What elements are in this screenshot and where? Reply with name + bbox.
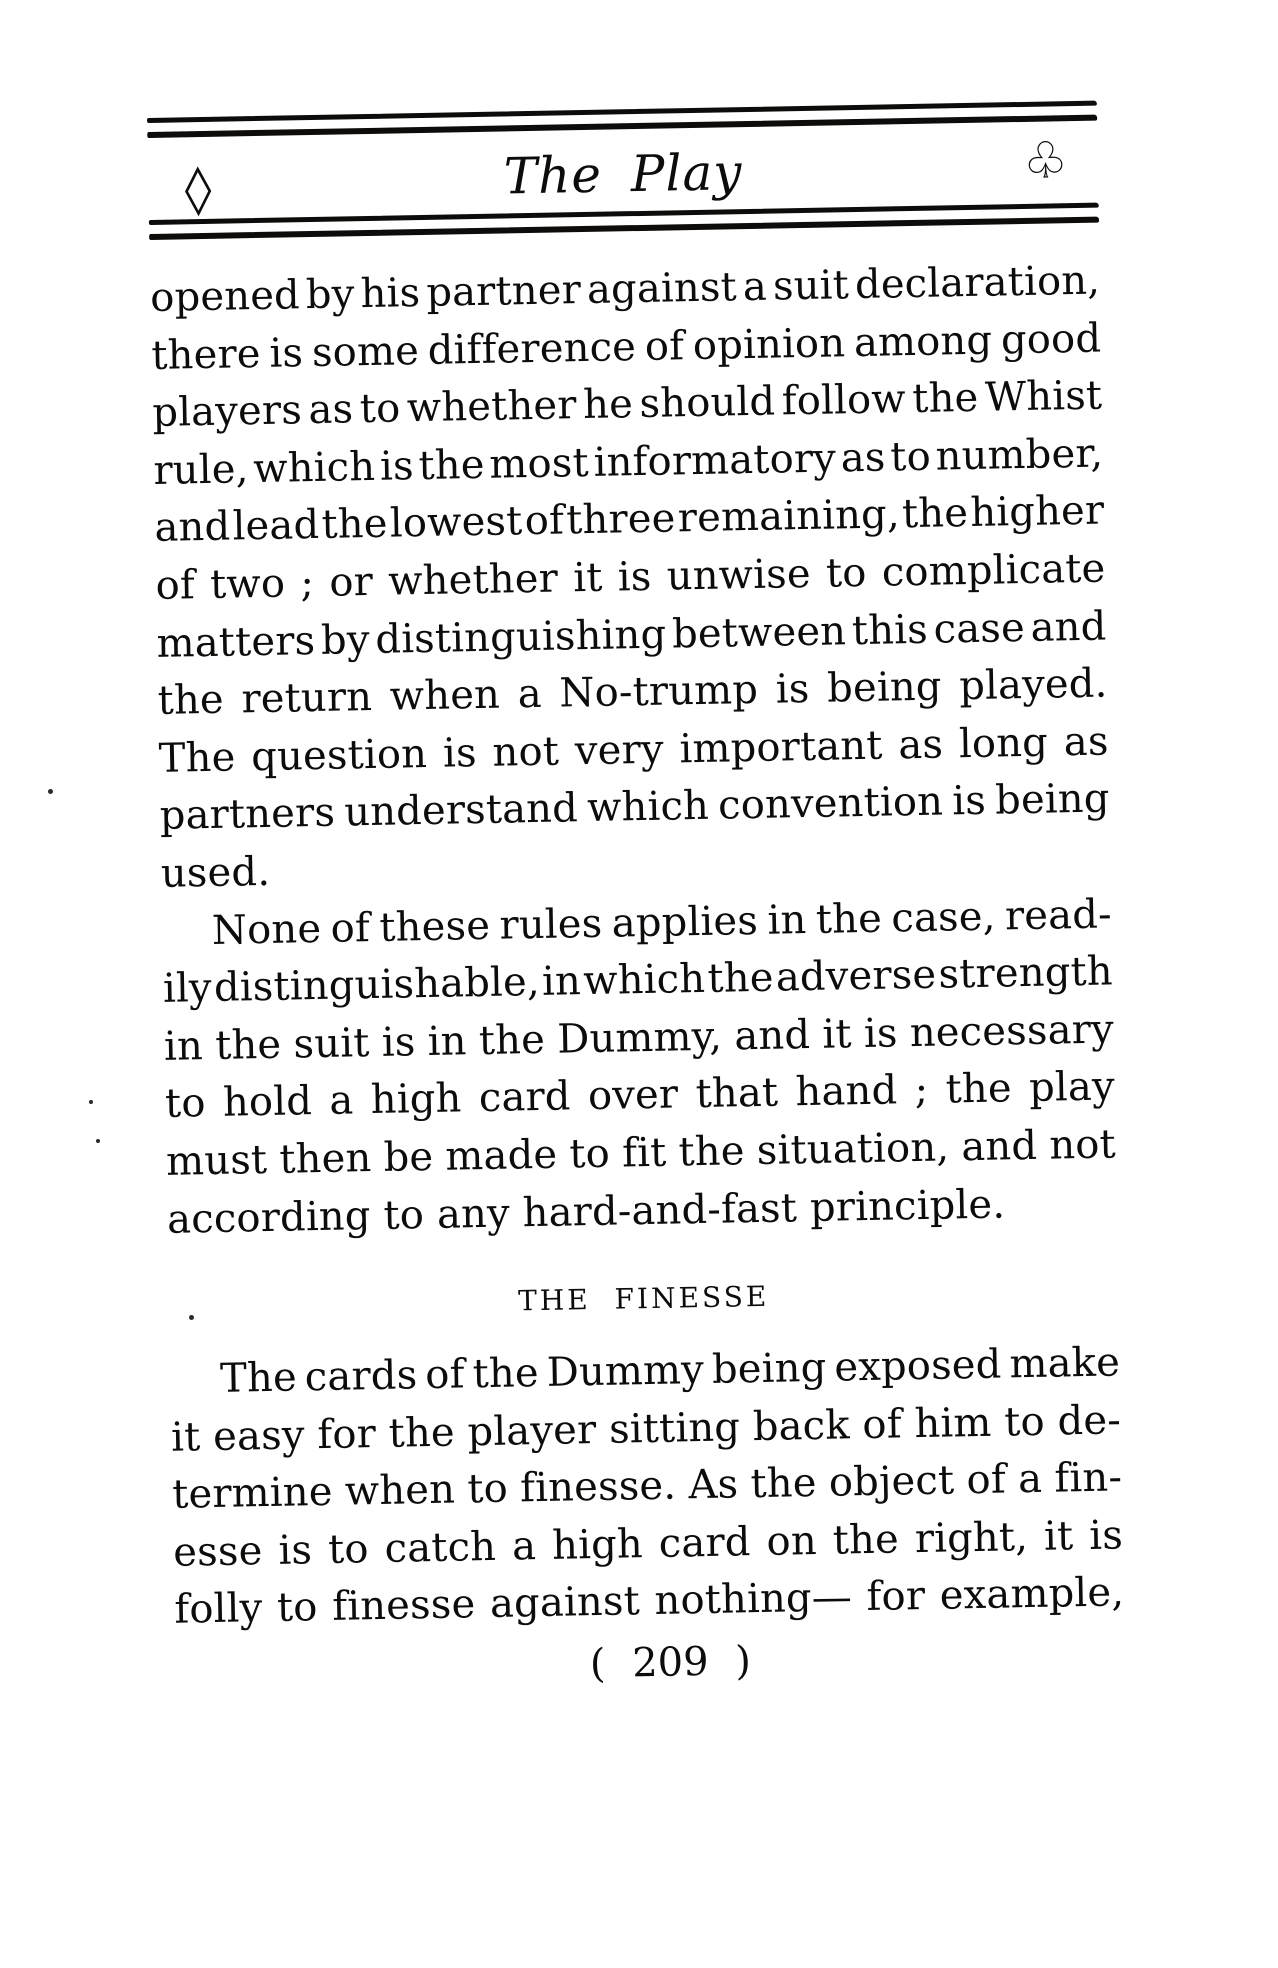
- word: most: [488, 439, 590, 488]
- word: strength: [938, 948, 1114, 998]
- word: long: [958, 719, 1049, 767]
- word: his: [360, 270, 421, 318]
- page-number: ( 209 ): [589, 1638, 752, 1688]
- word: the: [418, 441, 486, 489]
- word: of: [424, 1351, 466, 1399]
- word: partner: [425, 267, 582, 316]
- word: to: [359, 385, 401, 433]
- word: example,: [939, 1569, 1125, 1620]
- word: very: [574, 726, 665, 775]
- word: object: [828, 1457, 955, 1507]
- word: which: [252, 443, 376, 492]
- word: is: [379, 442, 415, 490]
- diamond-suit-icon: ◊: [184, 160, 212, 218]
- text-line: used.: [160, 848, 271, 897]
- word: lowest: [389, 498, 523, 547]
- word: of: [524, 497, 565, 545]
- word: in: [767, 896, 807, 944]
- word: sitting: [608, 1404, 741, 1453]
- word: be: [383, 1133, 434, 1181]
- scan-speck: [48, 789, 53, 794]
- word: of: [155, 562, 196, 609]
- word: by: [305, 271, 355, 319]
- scan-speck: [89, 1100, 93, 1104]
- word: the: [832, 1516, 900, 1564]
- page-content: [147, 101, 1126, 1697]
- word: to: [568, 1130, 611, 1178]
- word: convention: [717, 778, 944, 829]
- word: nothing—: [654, 1574, 853, 1625]
- word: some: [311, 327, 420, 376]
- word: it: [572, 554, 603, 602]
- section-heading: THE FINESSE: [517, 1279, 770, 1318]
- word: in: [541, 958, 582, 1006]
- word: applies: [611, 897, 759, 947]
- word: for: [866, 1573, 926, 1621]
- word: right,: [914, 1513, 1029, 1563]
- word: then: [278, 1134, 372, 1183]
- word: it: [170, 1413, 201, 1461]
- word: ily: [162, 965, 213, 1012]
- word: and: [1030, 603, 1107, 651]
- word: whether: [406, 382, 578, 432]
- word: when: [344, 1466, 456, 1515]
- word: two: [209, 560, 286, 608]
- word: made: [444, 1131, 558, 1180]
- word: fit: [621, 1129, 667, 1177]
- word: not: [492, 728, 560, 776]
- word: by: [320, 616, 371, 664]
- word: and: [733, 1011, 811, 1060]
- word: informatory: [593, 435, 837, 486]
- word: in: [427, 1018, 468, 1065]
- word: as: [897, 721, 944, 769]
- word: Dummy: [546, 1347, 705, 1396]
- word: must: [165, 1136, 268, 1185]
- word: and: [154, 503, 231, 552]
- word: the: [945, 1065, 1013, 1113]
- word: high: [551, 1521, 644, 1569]
- word: played.: [958, 660, 1108, 710]
- word: the: [157, 676, 225, 725]
- word: being: [711, 1344, 827, 1393]
- word: player: [467, 1406, 597, 1456]
- word: number,: [935, 430, 1104, 480]
- word: esse: [172, 1528, 263, 1576]
- word: partners: [159, 790, 336, 840]
- word: being: [826, 663, 943, 712]
- word: the: [478, 1016, 546, 1064]
- word: to: [466, 1465, 509, 1513]
- word: over: [587, 1071, 679, 1120]
- word: None: [211, 905, 322, 954]
- word: declaration,: [854, 257, 1101, 309]
- word: opinion: [692, 319, 846, 369]
- word: is: [1088, 1512, 1124, 1559]
- word: as: [1063, 718, 1110, 766]
- word: there: [150, 330, 262, 379]
- word: rules: [499, 900, 603, 949]
- word: suit: [293, 1019, 370, 1068]
- page-title: The Play: [503, 143, 743, 206]
- running-header: [148, 131, 1099, 218]
- word: understand: [343, 785, 579, 836]
- word: it: [821, 1010, 853, 1058]
- word: lead: [232, 502, 320, 550]
- club-suit-icon: ♧: [1022, 131, 1069, 190]
- word: The: [219, 1354, 298, 1402]
- word: against: [586, 264, 738, 313]
- word: not: [1048, 1121, 1117, 1169]
- word: on: [766, 1517, 818, 1565]
- word: to: [1003, 1398, 1046, 1446]
- word: opened: [149, 272, 301, 321]
- word: to: [327, 1526, 370, 1573]
- word: is: [442, 729, 478, 777]
- word: necessary: [909, 1006, 1115, 1056]
- word: it: [1043, 1513, 1074, 1560]
- word: among: [853, 317, 993, 366]
- word: No-trump: [559, 667, 759, 717]
- body-text: [150, 253, 1125, 1640]
- word: card: [658, 1519, 752, 1567]
- word: him: [914, 1399, 992, 1447]
- word: which: [582, 956, 706, 1005]
- word: complicate: [881, 545, 1106, 596]
- word: the: [707, 954, 775, 1002]
- word: is: [381, 1018, 416, 1066]
- word: a: [511, 1522, 537, 1570]
- word: this: [851, 606, 929, 654]
- word: three: [565, 495, 676, 544]
- scan-speck: [96, 1139, 100, 1143]
- word: is: [269, 329, 304, 377]
- word: a: [742, 263, 768, 311]
- word: remaining,: [677, 491, 901, 542]
- word: suit: [772, 262, 850, 310]
- word: hold: [222, 1078, 313, 1127]
- word: of: [862, 1401, 903, 1448]
- word: card: [478, 1073, 572, 1122]
- word: play: [1028, 1063, 1116, 1112]
- word: a: [1017, 1456, 1043, 1503]
- word: good: [1000, 315, 1102, 363]
- word: which: [586, 783, 710, 832]
- word: case: [933, 604, 1026, 653]
- word: fin-: [1053, 1454, 1123, 1502]
- word: a: [517, 671, 543, 718]
- word: the: [901, 490, 969, 538]
- word: a: [328, 1077, 354, 1125]
- word: As: [688, 1461, 739, 1509]
- word: difference: [427, 323, 637, 374]
- word: is: [863, 1010, 899, 1057]
- word: or: [328, 558, 374, 606]
- word: rule,: [153, 445, 249, 494]
- word: question: [250, 730, 428, 780]
- word: players: [151, 387, 303, 437]
- word: case,: [890, 893, 996, 942]
- header-double-rule-top: [147, 101, 1097, 138]
- word: to: [825, 549, 867, 597]
- word: and: [960, 1122, 1038, 1171]
- word: follow: [781, 376, 907, 425]
- word: for: [316, 1410, 377, 1458]
- word: should: [639, 378, 776, 428]
- word: the: [750, 1460, 818, 1508]
- word: to: [889, 433, 932, 481]
- word: whether: [387, 555, 559, 605]
- word: is: [775, 666, 810, 713]
- word: the: [472, 1350, 540, 1398]
- word: ;: [299, 559, 315, 607]
- word: distinguishing: [374, 611, 667, 663]
- word: The: [158, 734, 236, 782]
- scan-speck: [189, 1315, 194, 1320]
- word: distinguishable,: [213, 959, 541, 1012]
- word: return: [241, 674, 373, 723]
- word: of: [644, 322, 685, 370]
- word: of: [330, 904, 371, 952]
- word: is: [278, 1527, 313, 1574]
- word: Dummy,: [556, 1013, 723, 1063]
- word: he: [582, 381, 634, 429]
- word: as: [840, 434, 886, 482]
- word: exposed: [833, 1341, 1002, 1391]
- word: is: [617, 553, 652, 601]
- word: the: [815, 895, 883, 943]
- word: is: [951, 778, 987, 825]
- word: being: [994, 775, 1110, 824]
- word: to: [164, 1080, 207, 1128]
- word: the: [911, 375, 979, 423]
- word: ;: [914, 1067, 929, 1114]
- word: of: [966, 1456, 1007, 1504]
- word: as: [308, 386, 354, 434]
- word: easy: [212, 1412, 306, 1460]
- word: make: [1009, 1339, 1121, 1388]
- word: when: [389, 671, 501, 720]
- word: situation,: [756, 1124, 950, 1174]
- word: finesse: [331, 1581, 476, 1631]
- text-line: according to any hard-and-fast principle.: [166, 1180, 1006, 1243]
- word: back: [752, 1402, 851, 1450]
- word: higher: [969, 487, 1105, 537]
- word: hand: [795, 1067, 898, 1116]
- word: Whist: [984, 372, 1103, 421]
- word: folly: [173, 1585, 263, 1634]
- word: important: [679, 722, 883, 773]
- word: these: [378, 902, 491, 951]
- word: the: [214, 1021, 282, 1069]
- word: unwise: [666, 550, 812, 600]
- word: finesse.: [519, 1462, 677, 1512]
- word: the: [321, 501, 389, 549]
- word: cards: [304, 1352, 418, 1401]
- word: in: [163, 1022, 204, 1070]
- word: the: [678, 1128, 746, 1176]
- word: against: [489, 1578, 641, 1628]
- word: that: [695, 1069, 779, 1118]
- word: read-: [1004, 890, 1113, 939]
- word: de-: [1057, 1397, 1122, 1445]
- word: to: [276, 1584, 319, 1632]
- word: between: [671, 607, 847, 658]
- word: catch: [384, 1523, 497, 1572]
- word: adverse: [775, 951, 937, 1001]
- word: matters: [156, 617, 316, 667]
- word: high: [370, 1075, 462, 1124]
- word: termine: [171, 1469, 334, 1519]
- word: the: [388, 1409, 456, 1457]
